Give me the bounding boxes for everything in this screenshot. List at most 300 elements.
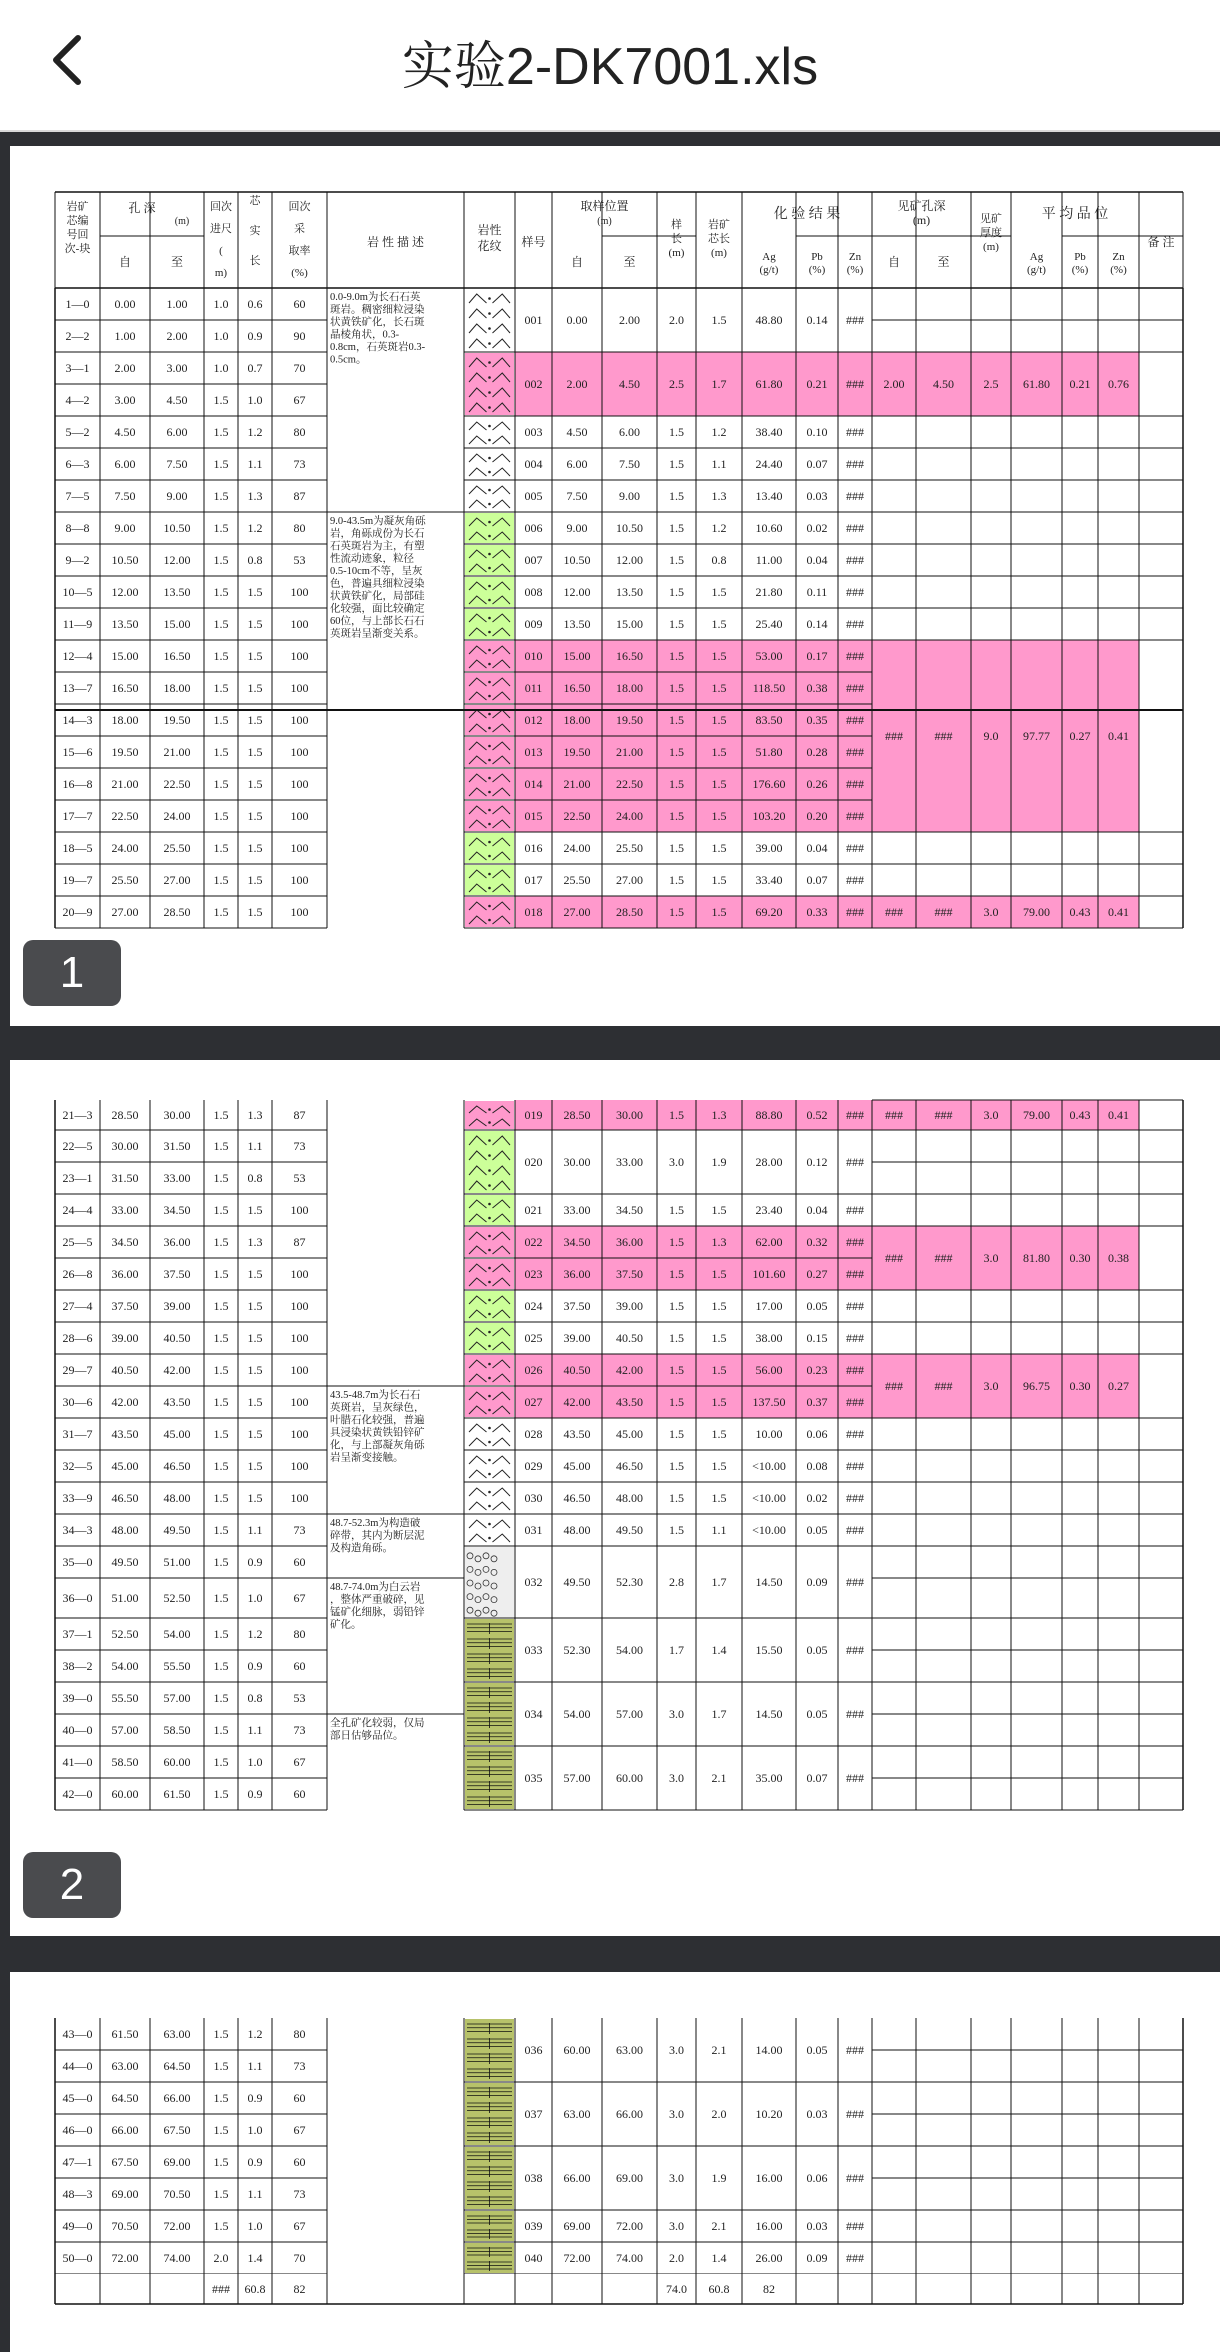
sample-pb: 0.06	[806, 1427, 828, 1441]
sheet-page-1[interactable]	[10, 146, 1220, 1026]
sample-no: 040	[524, 2251, 543, 2265]
core-length: 0.9	[247, 2155, 263, 2169]
avg-zn: 0.41	[1108, 1108, 1129, 1122]
lithology-pattern-mark	[488, 1108, 491, 1111]
sample-from: 54.00	[563, 1707, 591, 1721]
sample-length: 1.5	[669, 457, 684, 471]
sample-ag: <10.00	[752, 1523, 786, 1537]
header-recovery-line: 采	[294, 223, 305, 235]
lithology-description-line: 0.8cm，石英斑岩0.3-	[330, 342, 426, 353]
sample-no: 004	[524, 457, 543, 471]
sample-no: 027	[524, 1395, 543, 1409]
sample-core-length: 1.5	[711, 713, 727, 727]
core-from: 51.00	[111, 1591, 139, 1605]
sample-pb: 0.26	[806, 777, 828, 791]
sample-core-length: 1.5	[711, 585, 727, 599]
lithology-pattern-mark	[488, 1313, 491, 1316]
sample-no: 023	[524, 1267, 543, 1281]
sample-pb: 0.12	[806, 1155, 828, 1169]
lithology-pattern	[465, 609, 514, 639]
sample-ag: <10.00	[752, 1491, 786, 1505]
sample-no: 019	[524, 1108, 543, 1122]
sample-from: 60.00	[563, 2043, 591, 2057]
core-id: 1—0	[65, 297, 90, 311]
core-length: 1.0	[247, 1591, 263, 1605]
avg-pb: 0.27	[1069, 729, 1091, 743]
sample-to: 34.50	[616, 1203, 643, 1217]
core-length: 1.5	[247, 1363, 263, 1377]
sample-zn: ###	[846, 1771, 864, 1785]
sample-core-length: 1.2	[711, 521, 727, 535]
sample-length: 1.5	[669, 585, 684, 599]
lithology-pattern-mark	[488, 553, 491, 556]
avg-ag: 79.00	[1023, 1108, 1050, 1122]
spreadsheet-page-2	[10, 1060, 1220, 1936]
core-from: 64.50	[111, 2091, 139, 2105]
sample-no: 020	[524, 1155, 543, 1169]
sample-pb: 0.17	[806, 649, 828, 663]
total-run: ###	[212, 2282, 230, 2296]
header-avg-ag-line: (g/t)	[1027, 264, 1046, 276]
sample-ag: 176.60	[752, 777, 786, 791]
header-zn-line: Zn	[848, 251, 862, 263]
core-to: 55.50	[163, 1659, 191, 1673]
core-id: 46—0	[62, 2123, 93, 2137]
sample-from: 37.50	[563, 1299, 591, 1313]
lithology-description-line: 48.7-74.0m为白云岩	[330, 1582, 421, 1593]
lithology-pattern-mark	[488, 905, 491, 908]
header-run-line: 回次	[210, 201, 232, 213]
core-run: 1.5	[213, 521, 229, 535]
sample-ag: 83.50	[755, 713, 783, 727]
lithology-pattern	[465, 1387, 514, 1417]
core-recovery: 73	[293, 2187, 306, 2201]
core-to: 7.50	[166, 457, 188, 471]
core-length: 1.5	[247, 1331, 263, 1345]
sample-no: 014	[524, 777, 543, 791]
core-from: 57.00	[111, 1723, 139, 1737]
core-recovery: 67	[293, 2123, 306, 2137]
sample-no: 039	[524, 2219, 543, 2233]
core-to: 72.00	[163, 2219, 191, 2233]
sample-core-length: 1.5	[711, 617, 727, 631]
sample-zn: ###	[846, 745, 864, 759]
core-to: 52.50	[163, 1591, 191, 1605]
sample-ag: 10.60	[755, 521, 783, 535]
core-recovery: 100	[290, 649, 309, 663]
core-to: 19.50	[163, 713, 191, 727]
sample-zn: ###	[846, 313, 864, 327]
core-recovery: 67	[293, 393, 306, 407]
core-from: 63.00	[111, 2059, 139, 2073]
core-run: 1.5	[213, 1591, 229, 1605]
sample-pb: 0.15	[806, 1331, 828, 1345]
core-recovery: 73	[293, 1139, 306, 1153]
core-to: 12.00	[163, 553, 191, 567]
sample-to: 27.00	[616, 873, 643, 887]
sample-no: 003	[524, 425, 543, 439]
core-run: 1.5	[213, 553, 229, 567]
core-id: 2—2	[65, 329, 90, 343]
core-length: 1.0	[247, 1755, 263, 1769]
sample-ag: 137.50	[752, 1395, 786, 1409]
core-to: 58.50	[163, 1723, 191, 1737]
sample-pb: 0.14	[806, 313, 828, 327]
core-id: 48—3	[62, 2187, 93, 2201]
core-from: 9.00	[114, 521, 136, 535]
sample-pb: 0.04	[806, 841, 828, 855]
sample-to: 57.00	[616, 1707, 643, 1721]
sample-from: 63.00	[563, 2107, 591, 2121]
sample-ag: 25.40	[755, 617, 783, 631]
sample-no: 010	[524, 649, 543, 663]
header-sample-no: 样号	[521, 235, 546, 249]
sample-no: 029	[524, 1459, 543, 1473]
core-run: 1.5	[213, 809, 229, 823]
core-id: 15—6	[62, 745, 93, 759]
page-number-badge-1: 1	[23, 940, 121, 1006]
sample-from: 40.50	[563, 1363, 591, 1377]
lithology-pattern-mark	[488, 663, 491, 666]
header-ore-thick-line: 见矿	[980, 213, 1002, 225]
sample-core-length: 1.7	[711, 1707, 727, 1721]
sample-ag: 24.40	[755, 457, 783, 471]
sample-pb: 0.07	[806, 457, 828, 471]
lithology-description-line: ，整体严重破碎，见	[330, 1594, 425, 1606]
header-ore-from: 自	[887, 255, 901, 269]
lithology-description-line: 岩，角砾成份为长石	[330, 528, 425, 540]
core-recovery: 80	[293, 425, 306, 439]
sample-ag: 103.20	[752, 809, 786, 823]
sample-ag: 62.00	[755, 1235, 783, 1249]
sample-from: 46.50	[563, 1491, 591, 1505]
sample-length: 1.5	[669, 1299, 684, 1313]
ore-from: ###	[885, 729, 903, 743]
header-sample-len-line: 长	[671, 233, 682, 245]
core-length: 1.5	[247, 713, 263, 727]
core-from: 61.50	[111, 2027, 139, 2041]
core-run: 1.5	[213, 1787, 229, 1801]
core-length: 1.2	[247, 521, 263, 535]
core-id: 30—6	[62, 1395, 93, 1409]
core-id: 45—0	[62, 2091, 93, 2105]
lithology-description-line: 斑岩。稠密细粒浸染	[330, 304, 425, 316]
sample-no: 018	[524, 905, 543, 919]
sample-core-length: 1.5	[711, 1331, 727, 1345]
sample-pb: 0.52	[806, 1108, 828, 1122]
core-recovery: 80	[293, 521, 306, 535]
core-from: 43.50	[111, 1427, 139, 1441]
core-recovery: 90	[293, 329, 306, 343]
sample-from: 4.50	[566, 425, 588, 439]
avg-pb: 0.21	[1069, 377, 1091, 391]
sample-zn: ###	[846, 2251, 864, 2265]
core-id: 42—0	[62, 1787, 93, 1801]
sample-zn: ###	[846, 649, 864, 663]
lithology-pattern-mark	[488, 1154, 491, 1157]
lithology-description-line: 9.0-43.5m为凝灰角砾	[330, 516, 426, 527]
core-id: 21—3	[62, 1108, 93, 1122]
core-run: 1.0	[213, 361, 229, 375]
core-id: 50—0	[62, 2251, 93, 2265]
sample-ag: 26.00	[755, 2251, 783, 2265]
sample-to: 52.30	[616, 1575, 643, 1589]
core-run: 1.5	[213, 585, 229, 599]
ore-thickness: 3.0	[983, 1251, 999, 1265]
core-recovery: 80	[293, 1627, 306, 1641]
core-id: 44—0	[62, 2059, 93, 2073]
core-run: 1.5	[213, 1331, 229, 1345]
sample-zn: ###	[846, 457, 864, 471]
core-recovery: 87	[293, 489, 306, 503]
total-core-length: 60.8	[708, 2282, 730, 2296]
lithology-pattern-mark	[488, 841, 491, 844]
core-recovery: 100	[290, 905, 309, 919]
core-run: 1.5	[213, 1459, 229, 1473]
ore-thickness: 2.5	[983, 377, 999, 391]
sample-length: 1.5	[669, 681, 684, 695]
sample-length: 1.5	[669, 1267, 684, 1281]
lithology-pattern-mark	[488, 759, 491, 762]
lithology-pattern-mark	[488, 1169, 491, 1172]
core-id: 13—7	[62, 681, 93, 695]
lithology-pattern-mark	[488, 567, 491, 570]
lithology-pattern-mark	[488, 1121, 491, 1124]
sample-zn: ###	[846, 713, 864, 727]
core-recovery: 100	[290, 1331, 309, 1345]
sample-to: 10.50	[616, 521, 643, 535]
core-length: 1.4	[247, 2251, 263, 2265]
core-to: 27.00	[163, 873, 191, 887]
core-to: 63.00	[163, 2027, 191, 2041]
sample-pb: 0.09	[806, 2251, 828, 2265]
sample-core-length: 1.5	[711, 841, 727, 855]
lithology-pattern-mark	[488, 489, 491, 492]
core-recovery: 100	[290, 777, 309, 791]
core-length: 1.0	[247, 2219, 263, 2233]
sample-from: 66.00	[563, 2171, 591, 2185]
lithology-pattern-mark	[488, 649, 491, 652]
lithology-pattern-mark	[488, 327, 491, 330]
lithology-description-line: 锰矿化细脉，弱铅锌	[330, 1607, 425, 1618]
sample-length: 1.5	[669, 745, 684, 759]
core-run: 1.5	[213, 2091, 229, 2105]
core-run: 1.5	[213, 457, 229, 471]
core-recovery: 100	[290, 585, 309, 599]
sample-no: 037	[524, 2107, 543, 2121]
core-id: 27—4	[62, 1299, 93, 1313]
header-avg-zn-line: Zn	[1112, 251, 1125, 263]
sample-to: 7.50	[619, 457, 640, 471]
core-recovery: 100	[290, 681, 309, 695]
sample-pb: 0.05	[806, 2043, 828, 2057]
avg-ag: 61.80	[1023, 377, 1050, 391]
core-id: 9—2	[65, 553, 90, 567]
core-id: 36—0	[62, 1591, 93, 1605]
lithology-pattern-mark	[488, 1281, 491, 1284]
sample-to: 48.00	[616, 1491, 643, 1505]
core-id: 40—0	[62, 1723, 93, 1737]
core-to: 2.00	[166, 329, 188, 343]
lithology-pattern-mark	[488, 1267, 491, 1270]
core-length: 1.5	[247, 1459, 263, 1473]
lithology-pattern	[465, 449, 514, 479]
sample-pb: 0.05	[806, 1707, 828, 1721]
sample-to: 45.00	[616, 1427, 643, 1441]
core-from: 52.50	[111, 1627, 139, 1641]
header-lith-desc: 岩 性 描 述	[366, 235, 425, 249]
header-core-len-line: 芯	[249, 195, 261, 207]
sample-from: 69.00	[563, 2219, 591, 2233]
sample-pb: 0.05	[806, 1299, 828, 1313]
lithology-description-line: 性流动迹象，粒径	[330, 553, 414, 565]
sample-from: 30.00	[563, 1155, 591, 1169]
lithology-description-line: 43.5-48.7m为长石石	[330, 1390, 421, 1401]
header-recovery-line: 取率	[288, 245, 311, 257]
sample-zn: ###	[846, 2171, 864, 2185]
core-id: 32—5	[62, 1459, 93, 1473]
header-core-no-line: 号回	[66, 229, 89, 241]
sample-core-length: 1.5	[711, 313, 727, 327]
avg-pb: 0.43	[1069, 905, 1091, 919]
sample-ag: 16.00	[755, 2219, 783, 2233]
header-pb-line: Pb	[811, 251, 823, 263]
sample-zn: ###	[846, 2043, 864, 2057]
core-length: 0.9	[247, 1659, 263, 1673]
core-length: 0.9	[247, 1787, 263, 1801]
core-recovery: 60	[293, 2155, 306, 2169]
avg-zn: 0.76	[1108, 377, 1129, 391]
ore-highlight	[872, 640, 1139, 832]
sample-ag: 88.80	[755, 1108, 783, 1122]
sample-to: 66.00	[616, 2107, 643, 2121]
core-run: 1.5	[213, 2027, 229, 2041]
sample-from: 15.00	[563, 649, 591, 663]
sample-zn: ###	[846, 1491, 864, 1505]
lithology-pattern-mark	[488, 695, 491, 698]
lithology-pattern-mark	[488, 1459, 491, 1462]
core-length: 1.0	[247, 2123, 263, 2137]
sample-from: 18.00	[563, 713, 591, 727]
sample-pb: 0.04	[806, 553, 828, 567]
ore-from: ###	[885, 905, 903, 919]
sample-length: 1.7	[669, 1643, 684, 1657]
header-avg-grade: 平 均 品 位	[1041, 207, 1109, 222]
sample-from: 57.00	[563, 1771, 591, 1785]
sample-length: 3.0	[669, 1707, 684, 1721]
sample-to: 60.00	[616, 1771, 643, 1785]
core-to: 31.50	[163, 1139, 191, 1153]
ore-to: ###	[934, 905, 953, 919]
sample-length: 1.5	[669, 1427, 684, 1441]
core-to: 30.00	[163, 1108, 191, 1122]
sample-from: 22.50	[563, 809, 591, 823]
core-length: 1.3	[247, 1108, 263, 1122]
header-sample-from: 自	[570, 255, 584, 269]
sample-to: 28.50	[616, 905, 643, 919]
core-length: 1.1	[247, 457, 263, 471]
lithology-pattern-mark	[488, 1203, 491, 1206]
sample-length: 2.0	[669, 313, 684, 327]
core-from: 27.00	[111, 905, 139, 919]
core-length: 1.1	[247, 2187, 263, 2201]
page-number-badge-2: 2	[23, 1852, 121, 1918]
lithology-pattern-mark	[488, 713, 491, 716]
core-from: 25.50	[111, 873, 139, 887]
sample-to: 74.00	[616, 2251, 643, 2265]
core-id: 39—0	[62, 1691, 93, 1705]
ore-highlight	[872, 1100, 1139, 1130]
sample-pb: 0.10	[806, 425, 828, 439]
sheet-page-2[interactable]	[10, 1060, 1220, 1936]
sample-no: 036	[524, 2043, 543, 2057]
core-run: 1.5	[213, 713, 229, 727]
sample-no: 024	[524, 1299, 543, 1313]
lithology-pattern-mark	[488, 297, 491, 300]
core-run: 1.5	[213, 1691, 229, 1705]
sample-pb: 0.27	[806, 1267, 828, 1281]
core-from: 58.50	[111, 1755, 139, 1769]
header-ore-depth-line: 见矿孔深	[897, 199, 946, 213]
sample-zn: ###	[846, 585, 864, 599]
ore-from: ###	[885, 1108, 903, 1122]
sample-length: 1.5	[669, 1395, 684, 1409]
ore-to: ###	[934, 729, 953, 743]
ore-from: ###	[885, 1251, 903, 1265]
sample-no: 007	[524, 553, 543, 567]
app-header	[0, 0, 1220, 132]
core-length: 1.1	[247, 1723, 263, 1737]
sample-no: 013	[524, 745, 543, 759]
core-to: 37.50	[163, 1267, 191, 1281]
core-to: 3.00	[166, 361, 188, 375]
lithology-pattern	[465, 1227, 514, 1257]
core-recovery: 60	[293, 1787, 306, 1801]
sample-ag: 14.00	[755, 2043, 783, 2057]
sample-core-length: 2.1	[711, 2219, 727, 2233]
avg-zn: 0.38	[1108, 1251, 1129, 1265]
core-run: 1.5	[213, 1659, 229, 1673]
sample-core-length: 1.5	[711, 681, 727, 695]
core-recovery: 100	[290, 873, 309, 887]
lithology-pattern	[465, 513, 514, 543]
core-id: 29—7	[62, 1363, 93, 1377]
sample-pb: 0.20	[806, 809, 828, 823]
lithology-pattern	[465, 1483, 514, 1513]
core-length: 1.2	[247, 425, 263, 439]
header-core-len2-line: (m)	[711, 247, 727, 259]
header-ore-thick-line: 厚度	[980, 227, 1002, 239]
sheet-page-3[interactable]	[10, 1972, 1220, 2352]
sample-zn: ###	[846, 617, 864, 631]
lithology-pattern-mark	[488, 457, 491, 460]
sample-length: 3.0	[669, 1155, 684, 1169]
core-from: 55.50	[111, 1691, 139, 1705]
sample-from: 27.00	[563, 905, 591, 919]
sample-pb: 0.37	[806, 1395, 828, 1409]
core-from: 28.50	[111, 1108, 139, 1122]
sample-to: 36.00	[616, 1235, 643, 1249]
lithology-pattern	[465, 1355, 514, 1385]
lithology-pattern	[465, 1291, 514, 1321]
sample-to: 30.00	[616, 1108, 643, 1122]
core-length: 1.5	[247, 1491, 263, 1505]
lithology-pattern-mark	[488, 919, 491, 922]
core-from: 12.00	[111, 585, 139, 599]
lithology-pattern-mark	[488, 406, 491, 409]
core-length: 1.2	[247, 2027, 263, 2041]
core-from: 72.00	[111, 2251, 139, 2265]
